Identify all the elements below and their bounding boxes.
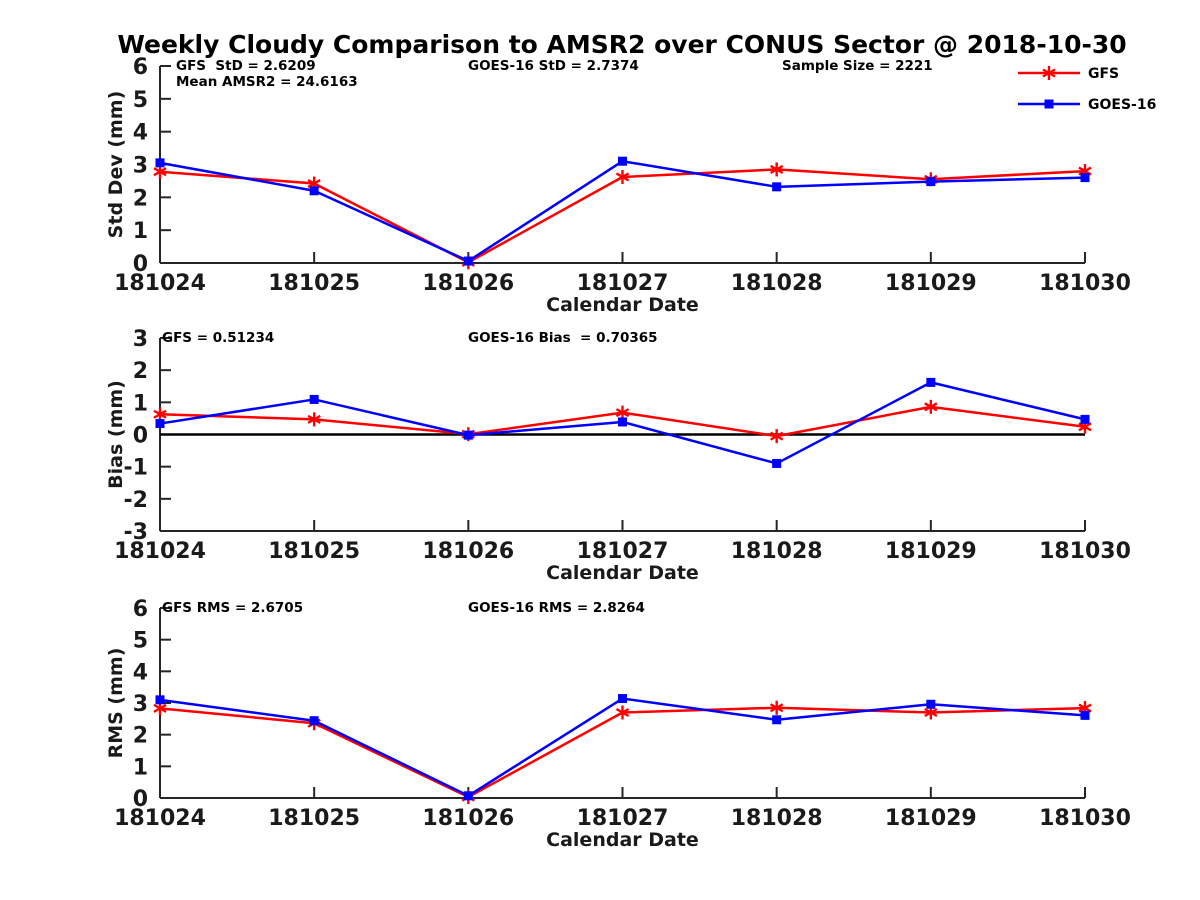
y-tick-label: 2 xyxy=(132,359,148,385)
x-tick-label: 181030 xyxy=(1039,806,1131,831)
y-tick-label: -1 xyxy=(123,455,148,481)
square-marker xyxy=(156,695,165,704)
y-axis-label-stddev: Std Dev (mm) xyxy=(105,90,127,239)
legend-label: GFS xyxy=(1088,66,1120,82)
legend-label: GOES-16 xyxy=(1088,97,1157,113)
square-marker xyxy=(618,694,627,703)
y-tick-label: 0 xyxy=(132,423,148,449)
square-marker xyxy=(1081,415,1090,424)
square-marker xyxy=(618,157,627,166)
square-marker xyxy=(1045,100,1054,109)
chart-title: Weekly Cloudy Comparison to AMSR2 over CONUS Sector @ 2018-10-30 xyxy=(117,30,1127,59)
square-marker xyxy=(772,182,781,191)
y-tick-label: 5 xyxy=(132,628,148,654)
y-tick-label: 1 xyxy=(132,755,148,781)
y-tick-label: 6 xyxy=(132,597,148,622)
square-marker xyxy=(464,791,473,800)
y-tick-label: 1 xyxy=(132,391,148,417)
x-axis-label-stddev: Calendar Date xyxy=(546,294,699,316)
annotation-stddev: GFS StD = 2.6209 xyxy=(176,58,316,74)
square-marker xyxy=(156,419,165,428)
series-line xyxy=(160,708,1085,797)
x-tick-label: 181028 xyxy=(730,539,823,564)
legend-item-goes-16 xyxy=(1018,97,1156,113)
y-tick-label: 3 xyxy=(132,692,148,717)
y-tick-label: 3 xyxy=(132,153,148,179)
x-axis-label-rms: Calendar Date xyxy=(546,829,699,851)
square-marker xyxy=(926,700,935,709)
y-axis-label-bias: Bias (mm) xyxy=(105,380,127,489)
x-tick-label: 181028 xyxy=(730,271,823,296)
square-marker xyxy=(772,715,781,724)
y-tick-label: 0 xyxy=(132,787,148,812)
square-marker xyxy=(310,395,319,404)
x-tick-label: 181024 xyxy=(114,539,206,564)
series-goes-16-bias xyxy=(156,378,1090,468)
x-tick-label: 181025 xyxy=(268,271,361,296)
x-tick-label: 181026 xyxy=(422,806,515,831)
x-tick-label: 181024 xyxy=(114,271,206,296)
x-tick-label: 181029 xyxy=(884,806,977,831)
subplot-stddev xyxy=(105,55,1131,316)
annotation-stddev: Sample Size = 2221 xyxy=(782,58,933,74)
square-marker xyxy=(1081,173,1090,182)
axes-bias xyxy=(114,327,1131,564)
square-marker xyxy=(156,158,165,167)
y-tick-label: 4 xyxy=(132,660,148,686)
y-axis-label-rms: RMS (mm) xyxy=(105,647,127,759)
x-axis-label-bias: Calendar Date xyxy=(546,562,699,584)
y-tick-label: 1 xyxy=(132,219,148,245)
annotation-stddev: Mean AMSR2 = 24.6163 xyxy=(176,74,358,90)
legend xyxy=(1018,66,1156,113)
square-marker xyxy=(464,431,473,440)
square-marker xyxy=(618,417,627,426)
x-tick-label: 181027 xyxy=(576,271,669,296)
x-tick-label: 181025 xyxy=(268,539,361,564)
x-tick-label: 181026 xyxy=(422,539,515,564)
x-tick-label: 181025 xyxy=(268,806,361,831)
y-tick-label: 2 xyxy=(132,723,148,749)
square-marker xyxy=(310,716,319,725)
square-marker xyxy=(926,177,935,186)
y-tick-label: 6 xyxy=(132,55,148,80)
annotation-bias: GFS = 0.51234 xyxy=(162,330,275,346)
x-tick-label: 181030 xyxy=(1039,539,1131,564)
square-marker xyxy=(464,257,473,266)
annotation-stddev: GOES-16 StD = 2.7374 xyxy=(468,58,639,74)
x-tick-label: 181027 xyxy=(576,539,669,564)
square-marker xyxy=(772,459,781,468)
y-tick-label: 5 xyxy=(132,87,148,113)
square-marker xyxy=(1081,711,1090,720)
legend-item-gfs xyxy=(1018,66,1119,82)
x-tick-label: 181024 xyxy=(114,806,206,831)
x-tick-label: 181026 xyxy=(422,271,515,296)
annotation-rms: GFS RMS = 2.6705 xyxy=(162,600,304,616)
x-tick-label: 181027 xyxy=(576,806,669,831)
x-tick-label: 181030 xyxy=(1039,271,1131,296)
annotation-bias: GOES-16 Bias = 0.70365 xyxy=(468,330,658,346)
y-tick-label: 0 xyxy=(132,252,148,277)
square-marker xyxy=(926,378,935,387)
y-tick-label: 4 xyxy=(132,120,148,146)
y-tick-label: 2 xyxy=(132,186,148,212)
subplots-group xyxy=(105,55,1131,851)
y-tick-label: -3 xyxy=(123,520,148,545)
annotation-rms: GOES-16 RMS = 2.8264 xyxy=(468,600,645,616)
x-tick-label: 181029 xyxy=(884,539,977,564)
square-marker xyxy=(310,186,319,195)
subplot-bias xyxy=(105,327,1131,584)
y-tick-label: 3 xyxy=(132,327,148,352)
x-tick-label: 181029 xyxy=(884,271,977,296)
y-tick-label: -2 xyxy=(123,487,148,513)
subplot-rms xyxy=(105,597,1131,851)
x-tick-label: 181028 xyxy=(730,806,823,831)
